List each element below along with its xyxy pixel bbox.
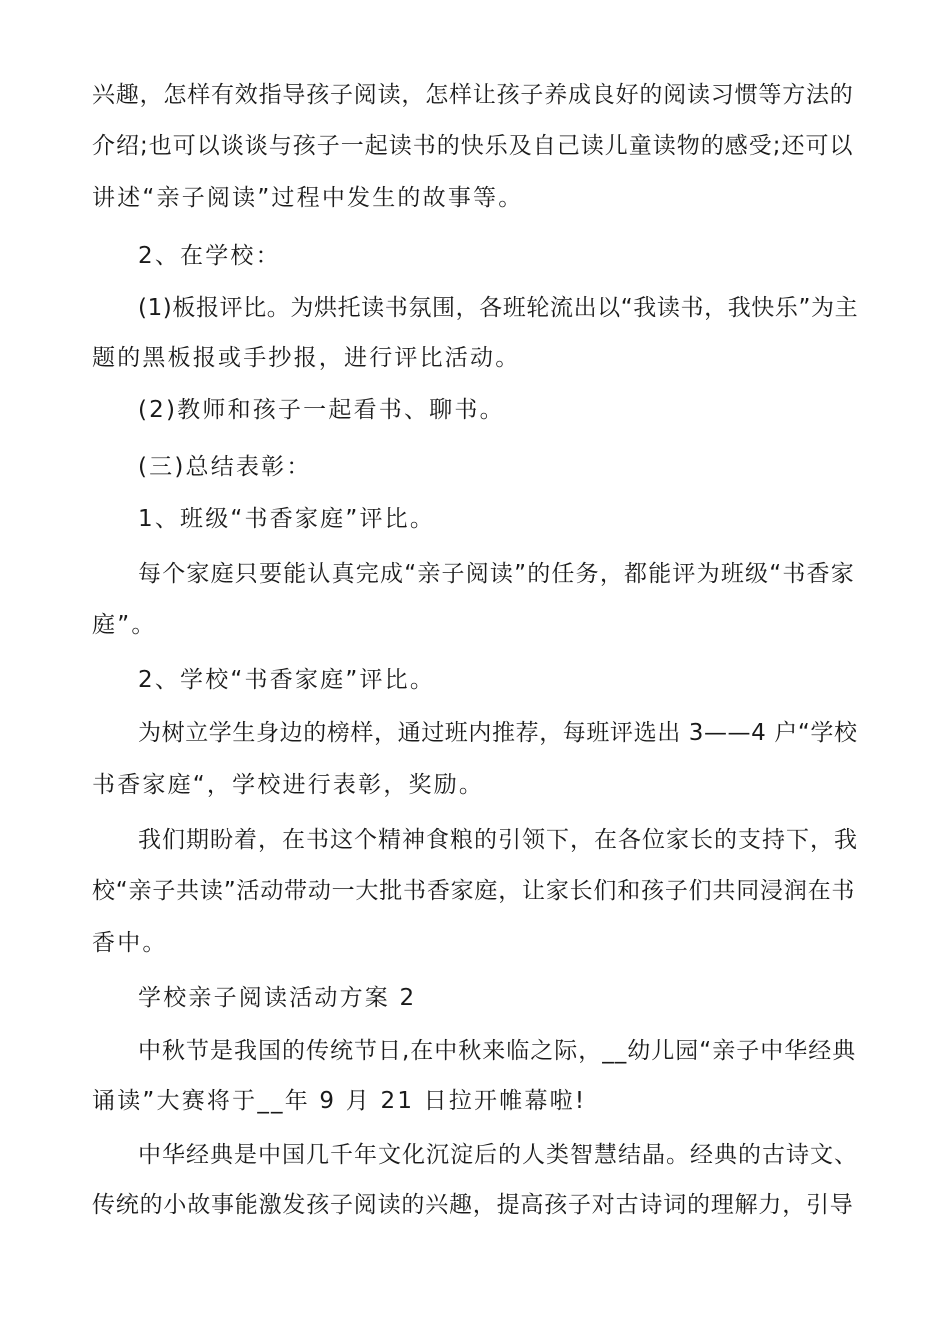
paragraph-line: 传统的小故事能激发孩子阅读的兴趣，提高孩子对古诗词的理解力，引导 [92,1192,854,1218]
paragraph-line: 我们期盼着，在书这个精神食粮的引领下，在各位家长的支持下，我 [138,827,858,853]
section-heading: (三)总结表彰： [138,454,312,480]
paragraph-line: 庭”。 [92,612,157,638]
section-title: 学校亲子阅读活动方案 2 [138,985,417,1011]
paragraph-line: 讲述“亲子阅读”过程中发生的故事等。 [92,185,524,211]
paragraph-line: 每个家庭只要能认真完成“亲子阅读”的任务，都能评为班级“书香家 [138,561,855,587]
section-heading: 2、学校“书香家庭”评比。 [138,667,436,693]
paragraph-line: 书香家庭“，学校进行表彰，奖励。 [92,772,485,798]
section-heading: 2、在学校： [138,243,281,269]
paragraph-line: (1)板报评比。为烘托读书氛围，各班轮流出以“我读书，我快乐”为主 [138,295,859,321]
paragraph-line: 题的黑板报或手抄报，进行评比活动。 [92,345,521,371]
paragraph-line: 校“亲子共读”活动带动一大批书香家庭，让家长们和孩子们共同浸润在书 [92,878,856,904]
paragraph-line: 中华经典是中国几千年文化沉淀后的人类智慧结晶。经典的古诗文、 [138,1142,858,1168]
paragraph-line: 中秋节是我国的传统节日,在中秋来临之际，__幼儿园“亲子中华经典 [138,1038,857,1064]
paragraph-line: 兴趣，怎样有效指导孩子阅读，怎样让孩子养成良好的阅读习惯等方法的 [92,82,854,108]
paragraph-line: 香中。 [92,930,168,956]
paragraph-line: 介绍;也可以谈谈与孩子一起读书的快乐及自己读儿童读物的感受;还可以 [92,133,854,159]
paragraph-line: 诵读”大赛将于__年 9 月 21 日拉开帷幕啦! [92,1088,587,1114]
section-heading: 1、班级“书香家庭”评比。 [138,506,436,532]
paragraph-line: 为树立学生身边的榜样，通过班内推荐，每班评选出 3——4 户“学校 [138,720,858,746]
paragraph-line: (2)教师和孩子一起看书、聊书。 [138,397,505,423]
